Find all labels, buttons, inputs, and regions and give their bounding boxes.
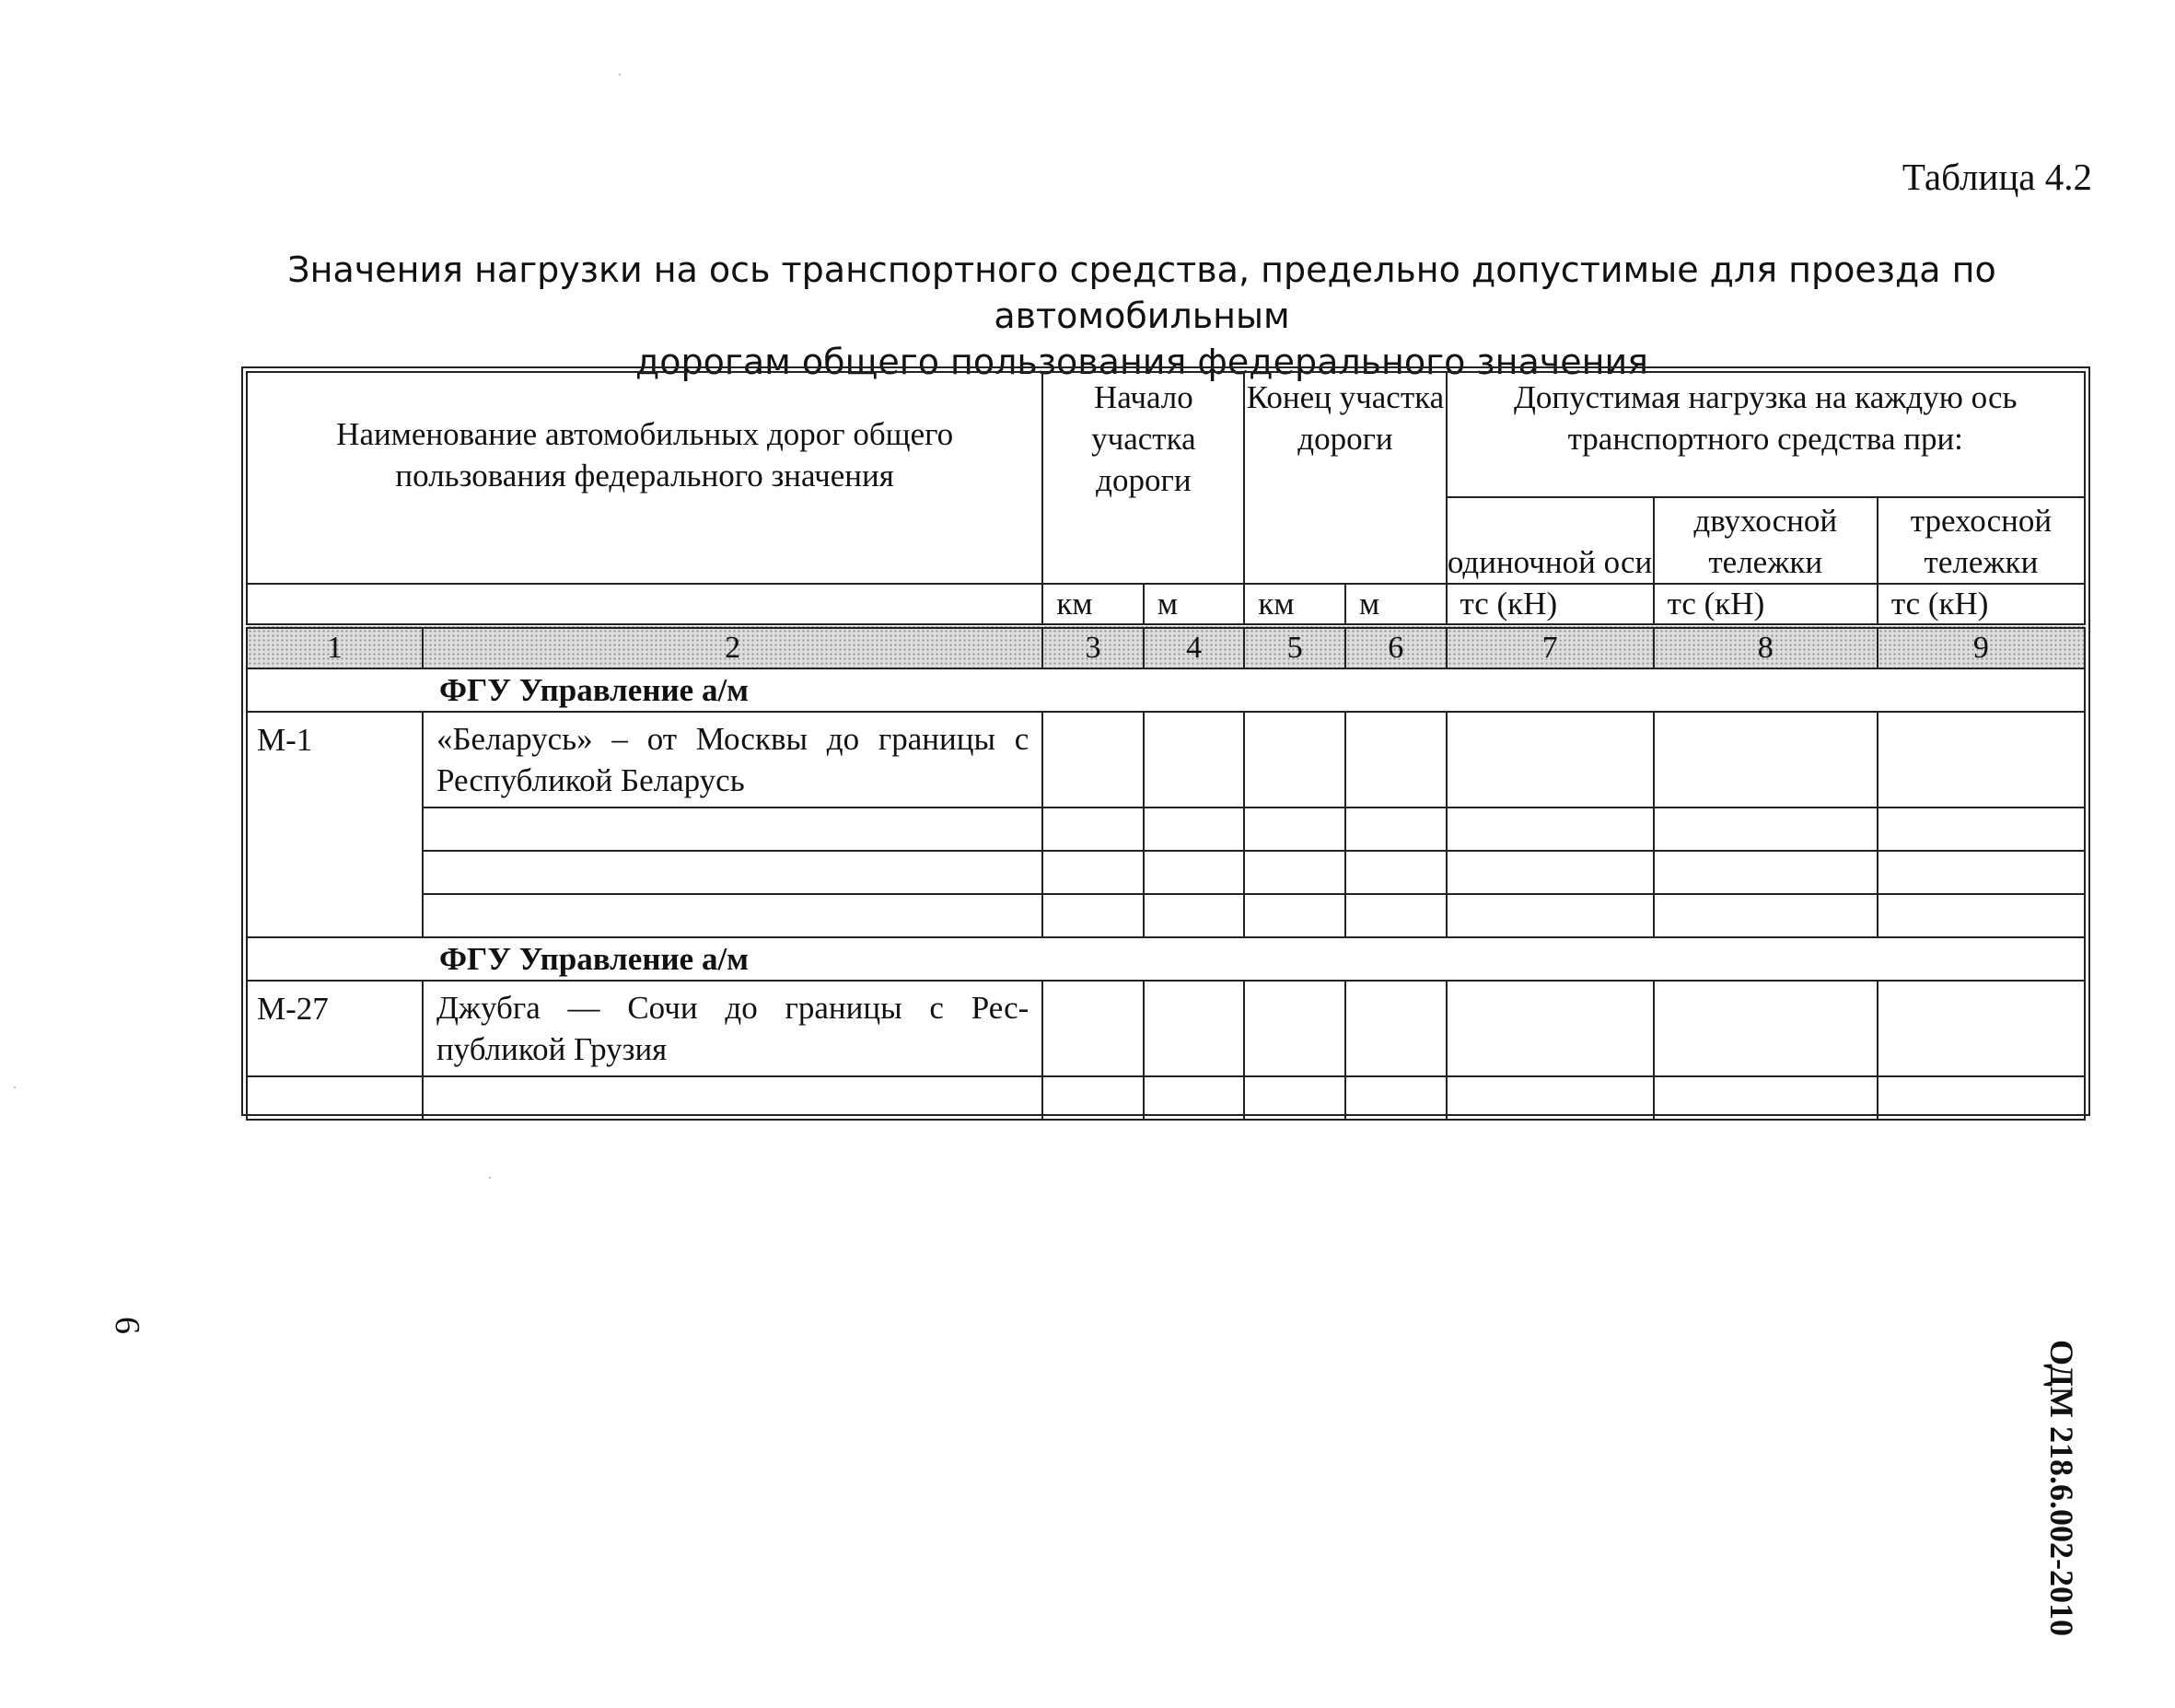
cell-empty [1042,851,1144,894]
cell-empty [1654,851,1878,894]
cell-empty [1878,808,2085,851]
caption-line-2: дорогам общего пользования федерального значения [635,342,1648,382]
cell-empty [1345,894,1447,937]
cell-empty [1878,894,2085,937]
header-start: Начало участка дороги [1042,372,1244,584]
document-reference: ОДМ 218.6.002-2010 [2043,1340,2080,1636]
scan-speck [14,1086,16,1088]
cell-empty [1244,1076,1345,1120]
unit-end-km: км [1244,584,1345,626]
cell-empty [1144,851,1245,894]
units-spacer [247,584,1042,626]
header-units-row [247,584,2085,626]
header-row-1 [247,372,2085,497]
cell-empty [1244,894,1345,937]
cell-empty [1654,712,1878,808]
road-description: Джубга — Сочи до границы с Рес-публикой Грузия [423,981,1042,1076]
scan-speck [489,1177,491,1179]
column-number-row [247,626,2085,668]
group-header-row [247,937,2085,981]
col-num-8: 8 [1654,626,1878,668]
cell-empty [1878,712,2085,808]
unit-start-m: м [1144,584,1245,626]
col-num-3: 3 [1042,626,1144,668]
caption-line-1: Значения нагрузки на ось транспортного средства, предельно допустимые для проезда по автомобильным [287,250,1996,336]
col-num-6: 6 [1345,626,1447,668]
cell-empty [1447,1076,1654,1120]
group-header-row [247,668,2085,712]
header-double-bogie: двухосной тележки [1654,497,1878,584]
road-description: «Беларусь» – от Москвы до границы с Республикой Беларусь [423,712,1042,808]
cell-empty [423,808,1042,851]
table-row [247,808,2085,851]
cell-empty [1654,981,1878,1076]
cell-empty [1244,808,1345,851]
cell-empty [423,1076,1042,1120]
cell-empty [1878,1076,2085,1120]
cell-empty [1345,1076,1447,1120]
load-table-frame [241,366,2090,1116]
unit-triple: тс (кН) [1878,584,2085,626]
cell-empty [1345,981,1447,1076]
cell-empty [1447,851,1654,894]
group-title: ФГУ Управление а/м [247,937,2085,981]
cell-empty [1654,1076,1878,1120]
cell-empty [1244,712,1345,808]
cell-empty [1345,712,1447,808]
header-road-name: Наименование автомобильных дорог общего пользования федерального значения [247,372,1042,584]
scan-speck [619,74,621,76]
cell-empty [1042,712,1144,808]
table-row [247,712,2085,808]
col-num-4: 4 [1144,626,1245,668]
cell-empty [247,1076,423,1120]
cell-empty [1144,712,1245,808]
col-num-9: 9 [1878,626,2085,668]
col-num-7: 7 [1447,626,1654,668]
table-caption [184,247,2099,385]
cell-empty [1144,894,1245,937]
table-row [247,851,2085,894]
group-title: ФГУ Управление а/м [247,668,2085,712]
cell-empty [1447,981,1654,1076]
cell-empty [1447,894,1654,937]
cell-empty [1878,851,2085,894]
cell-empty [1144,808,1245,851]
header-triple-bogie: трехосной тележки [1878,497,2085,584]
cell-empty [1144,981,1245,1076]
cell-empty [1244,981,1345,1076]
cell-empty [1447,808,1654,851]
col-num-1: 1 [247,626,423,668]
cell-empty [423,894,1042,937]
page-number: 6 [108,1317,146,1334]
header-allowed-load: Допустимая нагрузка на каждую ось транспортного средства при: [1447,372,2085,497]
cell-empty [423,851,1042,894]
cell-empty [1042,808,1144,851]
cell-empty [1654,894,1878,937]
header-end: Конец участка дороги [1244,372,1446,584]
table-row [247,981,2085,1076]
cell-empty [1244,851,1345,894]
col-num-5: 5 [1244,626,1345,668]
road-code: М-27 [247,981,423,1076]
table-row [247,1076,2085,1120]
unit-start-km: км [1042,584,1144,626]
header-single-axle: одиночной оси [1447,497,1654,584]
table-label: Таблица 4.2 [1902,156,2092,198]
cell-empty [1878,981,2085,1076]
cell-empty [1042,1076,1144,1120]
load-table [246,371,2086,1121]
unit-double: тс (кН) [1654,584,1878,626]
table-row [247,894,2085,937]
cell-empty [1345,808,1447,851]
cell-empty [1345,851,1447,894]
unit-single: тс (кН) [1447,584,1654,626]
cell-empty [1144,1076,1245,1120]
cell-empty [1042,981,1144,1076]
cell-empty [1654,808,1878,851]
col-num-2: 2 [423,626,1042,668]
cell-empty [1447,712,1654,808]
cell-empty [1042,894,1144,937]
road-code: М-1 [247,712,423,937]
unit-end-m: м [1345,584,1447,626]
